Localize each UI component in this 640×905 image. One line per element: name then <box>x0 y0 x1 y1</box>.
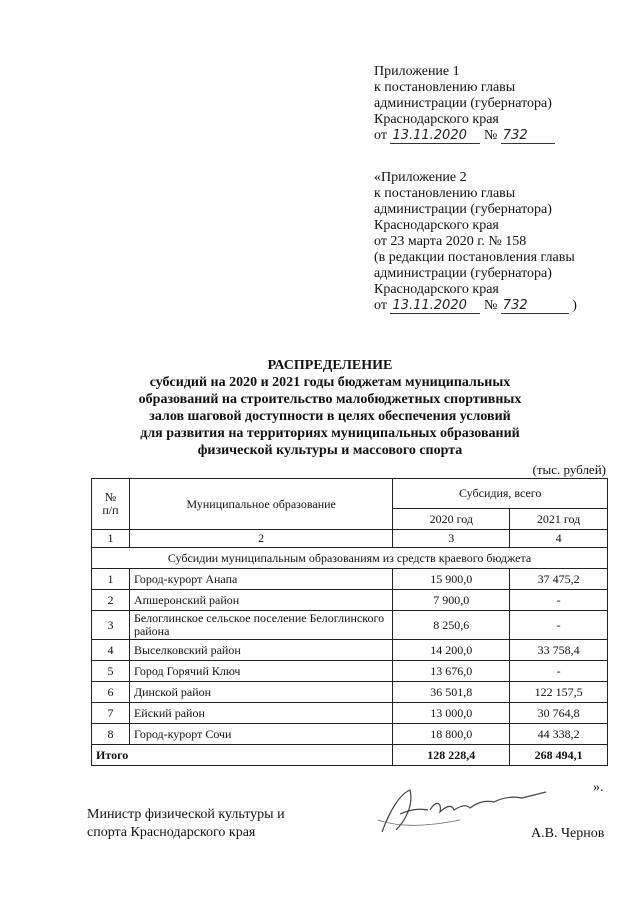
value-2020: 18 800,0 <box>393 724 510 745</box>
closing-paren: ) <box>572 298 577 313</box>
value-2020: 15 900,0 <box>393 569 510 590</box>
value-2021: 33 758,4 <box>510 640 608 661</box>
units-label: (тыс. рублей) <box>532 462 606 477</box>
header-municipality: Муниципальное образование <box>129 479 392 530</box>
appendix-2-line: (в редакции постановления главы <box>374 250 575 265</box>
appendix-2-line: «Приложение 2 <box>374 170 467 185</box>
header-2021: 2021 год <box>510 509 608 530</box>
column-index: 3 <box>393 530 510 548</box>
title-line: образований на строительство малобюджетных спортивных <box>138 392 522 407</box>
appendix-2-line: от 23 марта 2020 г. № 158 <box>374 234 527 249</box>
value-2020: 8 250,6 <box>393 611 510 640</box>
signatory-name: А.В. Чернов <box>531 826 605 841</box>
position-line: спорта Краснодарского края <box>87 825 256 840</box>
total-2021: 268 494,1 <box>510 745 608 766</box>
appendix-1-date-line <box>374 128 555 144</box>
municipality-name: Апшеронский район <box>129 590 392 611</box>
municipality-name: Город-курорт Анапа <box>129 569 392 590</box>
total-2020: 128 228,4 <box>393 745 510 766</box>
value-2020: 14 200,0 <box>393 640 510 661</box>
municipality-name: Город-курорт Сочи <box>129 724 392 745</box>
table-row <box>92 569 608 590</box>
header-subsidy: Субсидия, всего <box>393 479 608 509</box>
value-2020: 13 676,0 <box>393 661 510 682</box>
appendix-2-line: Краснодарского края <box>374 282 499 297</box>
date-prefix: от <box>374 128 387 143</box>
number-prefix: № <box>483 298 498 313</box>
table-row <box>92 590 608 611</box>
appendix-2-date-line <box>374 298 577 314</box>
appendix-2-line: Краснодарского края <box>374 218 499 233</box>
value-2021: 44 338,2 <box>510 724 608 745</box>
subsidy-table <box>91 478 608 766</box>
appendix-2-line: к постановлению главы <box>374 186 516 201</box>
row-number: 7 <box>92 703 130 724</box>
appendix-2-line: администрации (губернатора) <box>374 266 552 281</box>
title-heading: РАСПРЕДЕЛЕНИЕ <box>267 358 393 373</box>
table-row <box>92 661 608 682</box>
date-prefix: от <box>374 298 387 313</box>
value-2021: 30 764,8 <box>510 703 608 724</box>
title-line: для развития на территориях муниципальных образований <box>140 426 520 441</box>
municipality-name: Динской район <box>129 682 392 703</box>
table-row <box>92 682 608 703</box>
appendix-1-line: администрации (губернатора) <box>374 96 552 111</box>
table-row <box>92 724 608 745</box>
appendix-1-line: Краснодарского края <box>374 112 499 127</box>
total-row <box>92 745 608 766</box>
header-number: № п/п <box>92 479 130 530</box>
appendix-1-header <box>374 64 555 144</box>
table-row <box>92 703 608 724</box>
column-index: 1 <box>92 530 130 548</box>
table-row <box>92 611 608 640</box>
column-index: 2 <box>129 530 392 548</box>
total-label: Итого <box>92 745 393 766</box>
row-number: 4 <box>92 640 130 661</box>
row-number: 2 <box>92 590 130 611</box>
handwritten-number: 732 <box>501 129 555 144</box>
appendix-1-line: Приложение 1 <box>374 64 460 79</box>
appendix-1-line: к постановлению главы <box>374 80 516 95</box>
municipality-name: Белоглинское сельское поселение Белоглинского района <box>129 611 392 640</box>
appendix-2-line: администрации (губернатора) <box>374 202 552 217</box>
value-2021: - <box>510 611 608 640</box>
municipality-name: Выселковский район <box>129 640 392 661</box>
value-2021: 122 157,5 <box>510 682 608 703</box>
appendix-2-header <box>374 170 577 314</box>
row-number: 6 <box>92 682 130 703</box>
title-line: залов шаговой доступности в целях обеспечения условий <box>149 409 511 424</box>
handwritten-signature <box>370 780 550 840</box>
row-number: 8 <box>92 724 130 745</box>
value-2020: 7 900,0 <box>393 590 510 611</box>
header-2020: 2020 год <box>393 509 510 530</box>
signatory-position <box>87 806 285 842</box>
table-row <box>92 640 608 661</box>
handwritten-number: 732 <box>501 299 569 314</box>
row-number: 1 <box>92 569 130 590</box>
value-2020: 36 501,8 <box>393 682 510 703</box>
row-number: 3 <box>92 611 130 640</box>
value-2021: - <box>510 661 608 682</box>
row-number: 5 <box>92 661 130 682</box>
value-2021: - <box>510 590 608 611</box>
title-line: субсидий на 2020 и 2021 годы бюджетам муниципальных <box>149 375 511 390</box>
closing-quote: ». <box>593 780 604 795</box>
municipality-name: Город Горячий Ключ <box>129 661 392 682</box>
section-header: Субсидии муниципальным образованиям из средств краевого бюджета <box>92 548 608 569</box>
handwritten-date: 13.11.2020 <box>390 129 480 144</box>
value-2020: 13 000,0 <box>393 703 510 724</box>
municipality-name: Ейский район <box>129 703 392 724</box>
column-index: 4 <box>510 530 608 548</box>
value-2021: 37 475,2 <box>510 569 608 590</box>
position-line: Министр физической культуры и <box>87 807 285 822</box>
document-title <box>60 357 600 459</box>
handwritten-date: 13.11.2020 <box>390 299 480 314</box>
number-prefix: № <box>483 128 498 143</box>
title-line: физической культуры и массового спорта <box>197 443 463 458</box>
